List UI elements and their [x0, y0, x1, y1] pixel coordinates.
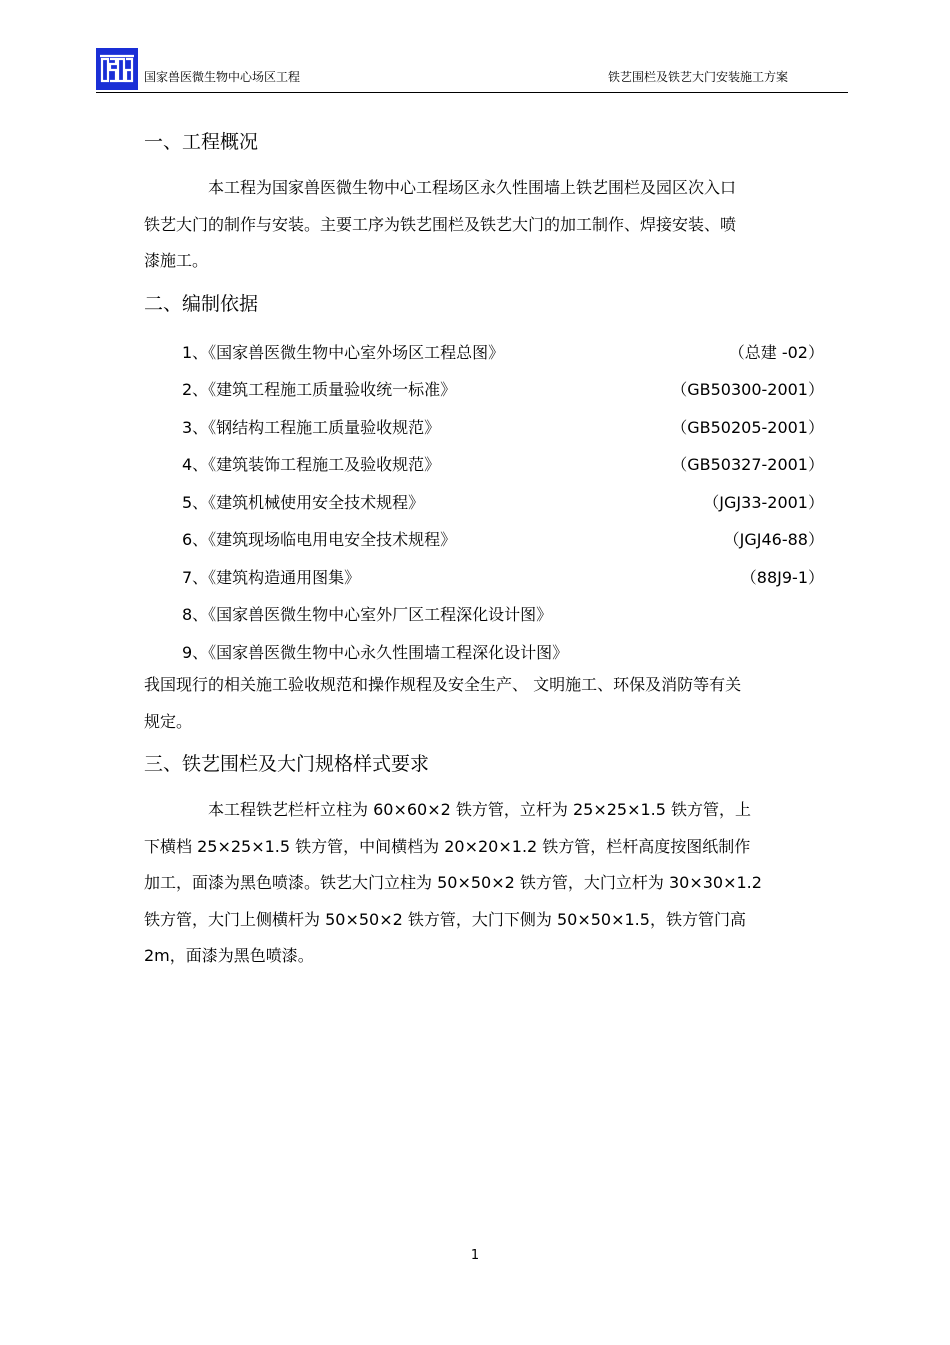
reference-title: 8、《国家兽医微生物中心室外厂区工程深化设计图》 — [182, 605, 553, 624]
reference-list — [144, 334, 844, 672]
reference-code: （88J9-1） — [740, 567, 824, 587]
reference-code: （GB50300-2001） — [671, 380, 824, 399]
reference-title: 3、《钢结构工程施工质量验收规范》 — [182, 417, 441, 437]
paragraph-line: 我国现行的相关施工验收规范和操作规程及安全生产、 文明施工、环保及消防等有关 — [144, 675, 742, 694]
reference-title: 1、《国家兽医微生物中心室外场区工程总图》 — [182, 342, 505, 362]
section1-heading: 一、工程概况 — [144, 131, 259, 153]
paragraph-line: 铁方管，大门上侧横杆为 50×50×2 铁方管，大门下侧为 50×50×1.5，铁方管门高 — [144, 909, 746, 929]
company-logo — [96, 48, 138, 90]
header-project-title: 国家兽医微生物中心场区工程 — [144, 70, 301, 84]
reference-title: 2、《建筑工程施工质量验收统一标准》 — [182, 380, 457, 399]
page-header — [96, 46, 848, 93]
reference-code: （JGJ46-88） — [723, 530, 824, 549]
paragraph-line: 铁艺大门的制作与安装。主要工序为铁艺围栏及铁艺大门的加工制作、焊接安装、喷 — [144, 214, 737, 234]
reference-code: （GB50205-2001） — [671, 417, 824, 437]
reference-item — [144, 334, 844, 372]
reference-title: 7、《建筑构造通用图集》 — [182, 567, 361, 587]
section2-heading: 二、编制依据 — [144, 292, 259, 315]
reference-title: 4、《建筑装饰工程施工及验收规范》 — [182, 455, 441, 474]
reference-title: 6、《建筑现场临电用电安全技术规程》 — [182, 530, 457, 549]
cscec-logo-icon — [96, 48, 138, 90]
reference-title: 5、《建筑机械使用安全技术规程》 — [182, 492, 425, 512]
reference-item — [144, 521, 844, 559]
section2-closing — [144, 667, 844, 740]
reference-item — [144, 409, 844, 447]
paragraph-line: 2m，面漆为黑色喷漆。 — [144, 946, 314, 965]
reference-item — [144, 634, 844, 672]
header-document-title: 铁艺围栏及铁艺大门安装施工方案 — [607, 70, 788, 84]
paragraph-line: 规定。 — [144, 711, 193, 731]
reference-title: 9、《国家兽医微生物中心永久性围墙工程深化设计图》 — [182, 642, 569, 662]
paragraph-line: 下横档 25×25×1.5 铁方管，中间横档为 20×20×1.2 铁方管，栏杆高度按图纸制作 — [144, 836, 751, 856]
section3-paragraph — [144, 792, 844, 975]
reference-item — [144, 559, 844, 597]
paragraph-line: 本工程铁艺栏杆立柱为 60×60×2 铁方管，立杆为 25×25×1.5 铁方管，上 — [208, 800, 752, 819]
reference-item — [144, 596, 844, 634]
paragraph-line: 加工，面漆为黑色喷漆。铁艺大门立柱为 50×50×2 铁方管，大门立杆为 30×30×1.2 — [144, 873, 762, 892]
reference-code: （JGJ33-2001） — [703, 492, 824, 512]
document-body — [144, 128, 844, 975]
reference-item — [144, 484, 844, 522]
reference-item — [144, 371, 844, 409]
section3-heading: 三、铁艺围栏及大门规格样式要求 — [144, 753, 430, 775]
paragraph-line: 本工程为国家兽医微生物中心工程场区永久性围墙上铁艺围栏及园区次入口 — [208, 178, 737, 197]
paragraph-line: 漆施工。 — [144, 251, 209, 270]
section1-paragraph — [144, 170, 844, 280]
reference-item — [144, 446, 844, 484]
reference-code: （GB50327-2001） — [671, 455, 824, 474]
reference-code: （总建 -02） — [728, 342, 824, 362]
page-number: 1 — [470, 1248, 480, 1263]
